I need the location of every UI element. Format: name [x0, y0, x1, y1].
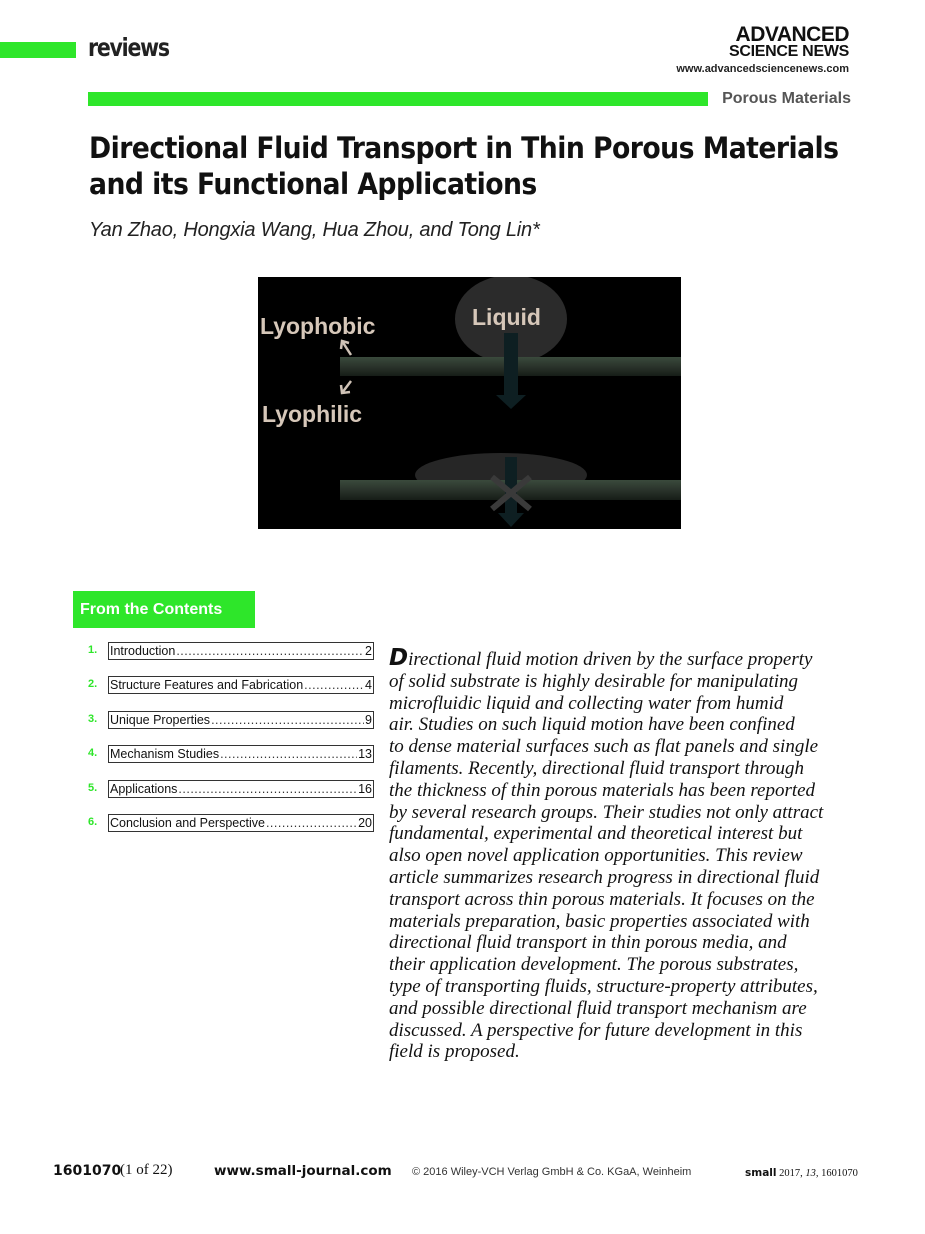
contents-item-number: 1. [88, 644, 98, 656]
contents-item[interactable] [88, 745, 378, 779]
contents-item-leader [304, 677, 364, 693]
abstract-line [389, 736, 849, 758]
label-lyophilic: Lyophilic [262, 401, 363, 427]
abstract-line-text: their application development. The porous substrates, [389, 954, 799, 976]
abstract-line [389, 954, 849, 976]
footer-journal-url[interactable]: www.small-journal.com [214, 1163, 392, 1179]
abstract-line-text: field is proposed. [389, 1041, 520, 1063]
contents-item-page: 2 [365, 644, 372, 658]
abstract-line-text: by several research groups. Their studies not only attract [389, 801, 824, 823]
contents-item-link[interactable] [108, 745, 374, 763]
abstract-line [389, 911, 849, 933]
article-title-line2: and its Functional Applications [89, 167, 537, 201]
contents-item[interactable] [88, 676, 378, 710]
article-title [89, 130, 849, 202]
label-liquid: Liquid [472, 304, 541, 330]
contents-item-page: 4 [365, 678, 372, 693]
contents-heading: From the Contents [73, 591, 255, 628]
publisher-logo-line2: SCIENCE NEWS [729, 43, 849, 60]
contents-item[interactable] [88, 642, 378, 676]
abstract-line [389, 1020, 849, 1042]
header-accent-bar [88, 92, 708, 106]
abstract-line [389, 780, 849, 802]
abstract-line-text: the thickness of thin porous materials has been reported [389, 779, 816, 801]
contents-item-number: 6. [88, 815, 98, 828]
contents-item-label: Unique Properties [110, 712, 211, 727]
abstract-line-text: to dense material surfaces such as flat panels and single [389, 736, 819, 758]
header-accent-tab [0, 42, 76, 58]
contents-item-leader [220, 746, 357, 762]
abstract-line [389, 714, 849, 736]
footer-volume: 13, [805, 1168, 819, 1179]
contents-item-leader [266, 815, 357, 831]
contents-list [88, 642, 378, 848]
abstract-line-text: microfluidic liquid and collecting water from humid [389, 692, 784, 714]
contents-item-label: Conclusion and Perspective [110, 815, 265, 830]
footer-article-no: 1601070 [821, 1168, 858, 1179]
abstract-line-text: filaments. Recently, directional fluid transport through [389, 757, 804, 779]
abstract-line [389, 758, 849, 780]
contents-item[interactable] [88, 780, 378, 814]
contents-item-label: Structure Features and Fabrication [110, 678, 304, 693]
abstract-line [389, 671, 849, 693]
abstract-line [389, 823, 849, 845]
contents-item[interactable] [88, 814, 378, 848]
contents-item-label: Applications [110, 781, 178, 796]
footer-year: 2017, [779, 1168, 803, 1179]
toc-figure-graphic [258, 277, 681, 529]
contents-item-link[interactable] [108, 642, 374, 660]
contents-item-number: 4. [88, 747, 98, 760]
abstract-line-text: also open novel application opportunities. This review [389, 845, 803, 867]
contents-item-link[interactable] [108, 711, 374, 729]
footer-copyright: © 2016 Wiley-VCH Verlag GmbH & Co. KGaA, Weinheim [412, 1166, 692, 1178]
abstract [389, 645, 849, 1063]
contents-item-page: 16 [358, 781, 372, 796]
article-authors: Yan Zhao, Hongxia Wang, Hua Zhou, and Tong Lin* [89, 219, 540, 241]
arrow-up-left-icon [341, 341, 351, 355]
footer-article-id: 1601070 [53, 1163, 122, 1179]
abstract-line [389, 998, 849, 1020]
abstract-line [389, 645, 849, 671]
contents-item-leader [211, 712, 364, 728]
abstract-line [389, 976, 849, 998]
abstract-line [389, 1041, 849, 1063]
contents-item-page: 9 [365, 712, 372, 727]
article-title-line1: Directional Fluid Transport in Thin Porous Materials [89, 131, 839, 165]
contents-item-link[interactable] [108, 814, 374, 832]
contents-item[interactable] [88, 711, 378, 745]
abstract-line [389, 889, 849, 911]
abstract-line-text: transport across thin porous materials. It focuses on the [389, 888, 815, 910]
abstract-line-text: fundamental, experimental and theoretical interest but [389, 823, 803, 845]
abstract-line-text: irectional fluid motion driven by the surface property [408, 649, 813, 670]
abstract-line [389, 932, 849, 954]
abstract-line [389, 845, 849, 867]
contents-item-page: 20 [358, 815, 372, 830]
publisher-logo[interactable] [676, 24, 849, 75]
toc-figure [258, 277, 681, 529]
contents-item-label: Mechanism Studies [110, 747, 220, 762]
publisher-url[interactable]: www.advancedsciencenews.com [676, 63, 849, 75]
contents-item-number: 5. [88, 781, 98, 794]
label-lyophobic: Lyophobic [260, 313, 376, 339]
abstract-line-text: and possible directional fluid transport mechanism are [389, 997, 807, 1019]
abstract-line [389, 802, 849, 824]
abstract-line-text: discussed. A perspective for future development in this [389, 1019, 803, 1041]
abstract-line-text: air. Studies on such liquid motion have been confined [389, 714, 795, 736]
contents-item-page: 13 [358, 747, 372, 762]
abstract-line-text: directional fluid transport in thin porous media, and [389, 932, 787, 954]
footer-citation [745, 1167, 858, 1179]
arrow-down-left-icon [341, 381, 351, 393]
abstract-line-text: of solid substrate is highly desirable for manipulating [389, 670, 799, 692]
abstract-line [389, 693, 849, 715]
contents-item-leader [178, 781, 357, 797]
contents-item-number: 3. [88, 712, 98, 725]
footer-page-count: (1 of 22) [120, 1162, 173, 1178]
abstract-line-text: article summarizes research progress in directional fluid [389, 866, 820, 888]
abstract-line [389, 867, 849, 889]
contents-item-number: 2. [88, 678, 98, 691]
contents-item-link[interactable] [108, 676, 374, 694]
contents-item-link[interactable] [108, 780, 374, 798]
abstract-line-text: materials preparation, basic properties associated with [389, 910, 810, 932]
publisher-logo-line1: ADVANCED [735, 23, 849, 46]
abstract-line-text: type of transporting fluids, structure-property attributes, [389, 975, 818, 997]
contents-item-leader [176, 643, 364, 659]
footer-journal-name: small [745, 1167, 777, 1179]
contents-item-label: Introduction [110, 644, 176, 658]
section-label: reviews [88, 33, 169, 62]
topic-label: Porous Materials [722, 90, 851, 107]
abstract-dropcap: D [389, 645, 409, 671]
